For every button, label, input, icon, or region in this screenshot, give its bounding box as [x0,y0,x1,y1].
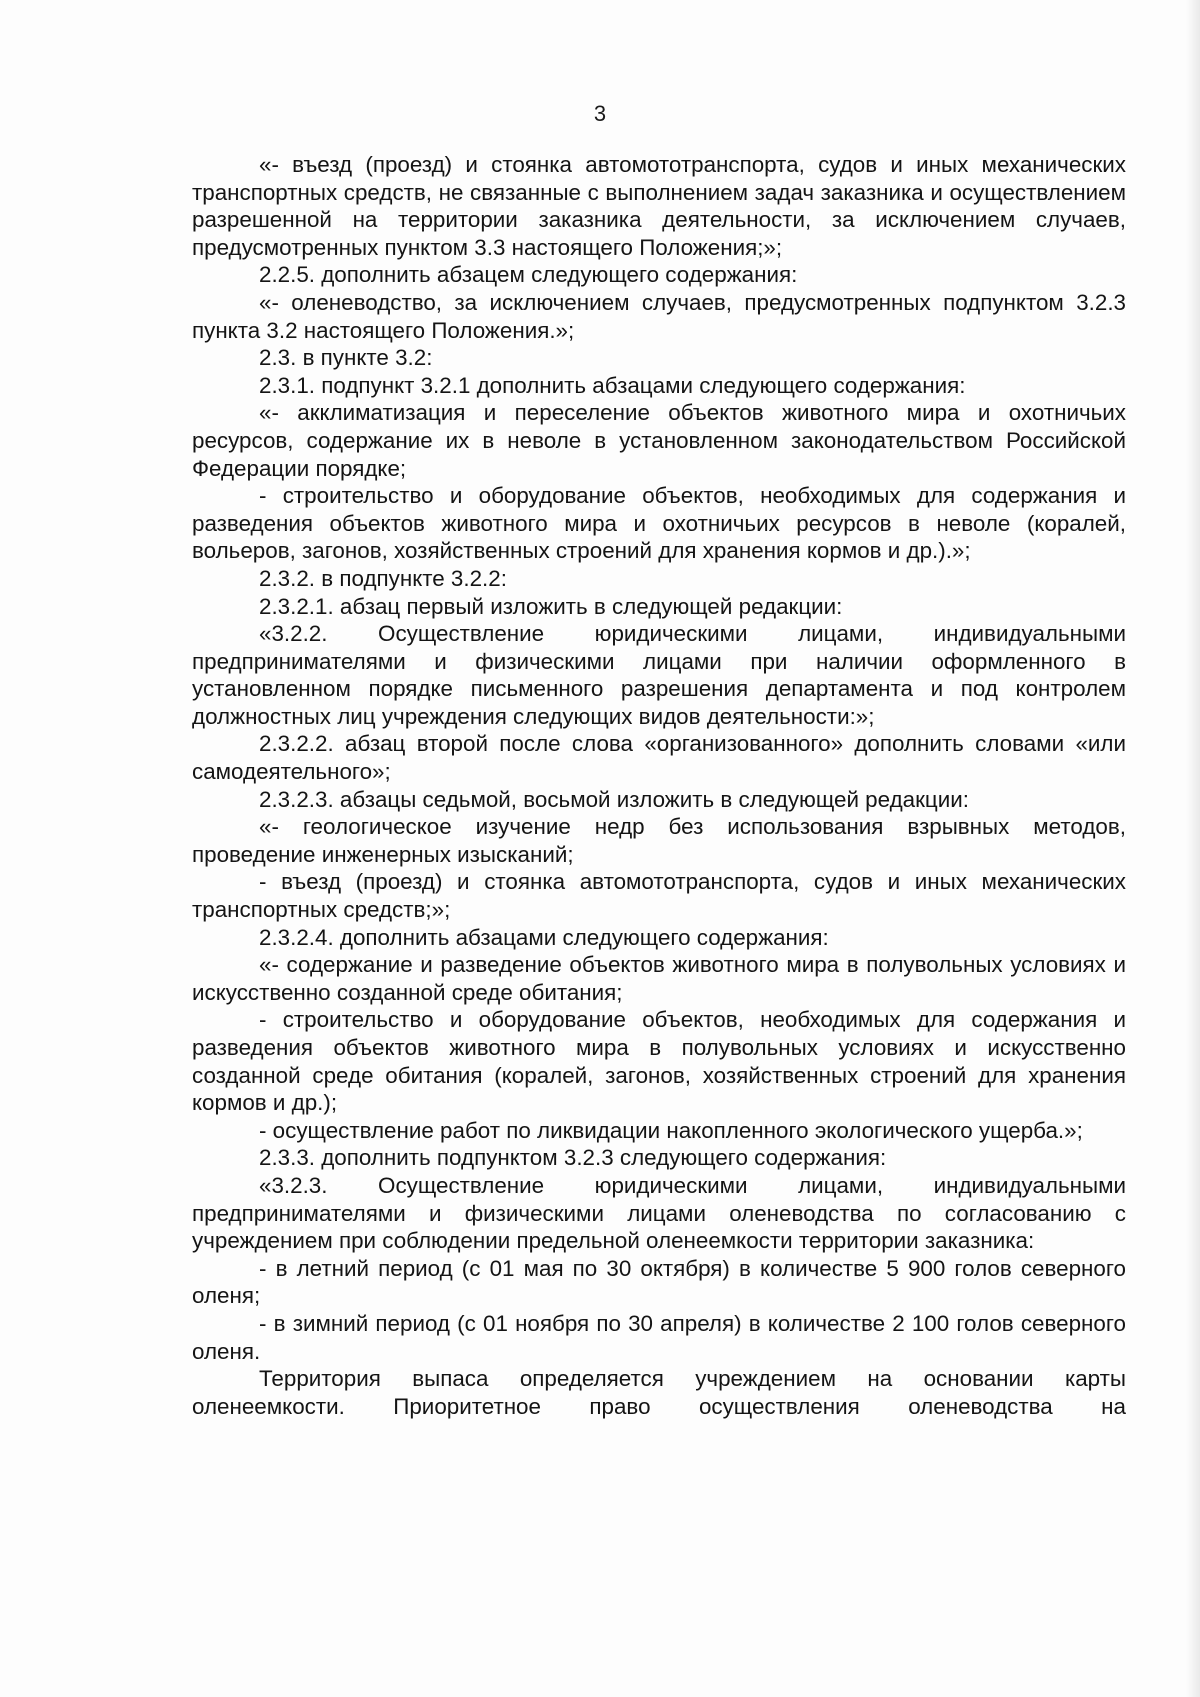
paragraph: 2.3. в пункте 3.2: [259,345,433,371]
paragraph: 2.3.2.3. абзацы седьмой, восьмой изложить в следующей редакции: [259,786,969,812]
paragraph: «3.2.2. Осуществление юридическими лицами, индивидуальными предпринимателями и физическими лицами при наличии оформленного в установленном порядке письменного разрешения департамента и под контролем должностных лиц учреждения следующих видов деятельности:»; [192,621,1126,729]
paragraph: «- оленеводство, за исключением случаев, предусмотренных подпунктом 3.2.3 пункта 3.2 настоящего Положения.»; [192,289,1126,343]
paragraph: «- содержание и разведение объектов животного мира в полувольных условиях и искусственно созданной среде обитания; [192,952,1126,1005]
paragraph: Территория выпаса определяется учреждением на основании карты оленеемкости. Приоритетное право осуществления оленеводства на [192,1366,1126,1419]
paragraph: «- въезд (проезд) и стоянка автомототранспорта, судов и иных механических транспортных средств, не связанные с выполнением задач заказника и осуществлением разрешенной на территории заказника деятельности, за исключением случаев, предусмотренных пунктом 3.3 настоящего Положения;»; [192,152,1126,260]
paragraph: 2.3.2.4. дополнить абзацами следующего содержания: [259,924,829,950]
paragraph: - в зимний период (с 01 ноября по 30 апреля) в количестве 2 100 голов северного оленя. [192,1310,1126,1364]
paragraph: 2.3.2. в подпункте 3.2.2: [259,565,507,591]
paragraph: - осуществление работ по ликвидации накопленного экологического ущерба.»; [259,1117,1083,1143]
paragraph: 2.3.3. дополнить подпунктом 3.2.3 следующего содержания: [259,1145,887,1171]
paragraph: 2.2.5. дополнить абзацем следующего содержания: [259,262,798,288]
paragraph: - строительство и оборудование объектов, необходимых для содержания и разведения объектов животного мира в полувольных условиях и искусственно созданной среде обитания (коралей, загонов, хозяйственных строений для хранения кормов и др.); [192,1007,1126,1116]
paragraph: - строительство и оборудование объектов, необходимых для содержания и разведения объектов животного мира и охотничьих ресурсов в неволе (коралей, вольеров, загонов, хозяйственных строений для хранения кормов и др.).»; [192,483,1126,564]
paragraph: «3.2.3. Осуществление юридическими лицами, индивидуальными предпринимателями и физическими лицами оленеводства по согласованию с учреждением при соблюдении предельной оленеемкости территории заказника: [192,1172,1126,1254]
page-number: 3 [593,101,607,126]
paragraph: - в летний период (с 01 мая по 30 октября) в количестве 5 900 голов северного оленя; [192,1255,1126,1309]
paragraph: «- акклиматизация и переселение объектов животного мира и охотничьих ресурсов, содержание их в неволе в установленном законодательством Российской Федерации порядке; [192,400,1126,481]
paragraph: - въезд (проезд) и стоянка автомототранспорта, судов и иных механических транспортных средств;»; [192,869,1126,923]
paragraph: 2.3.1. подпункт 3.2.1 дополнить абзацами следующего содержания: [259,372,966,398]
page-edge-shadow [1186,0,1200,1697]
paragraph: «- геологическое изучение недр без использования взрывных методов, проведение инженерных изысканий; [192,814,1126,867]
paragraph: 2.3.2.2. абзац второй после слова «организованного» дополнить словами «или самодеятельного»; [192,731,1126,785]
paragraph: 2.3.2.1. абзац первый изложить в следующей редакции: [259,593,843,619]
document-body [192,151,1126,1420]
